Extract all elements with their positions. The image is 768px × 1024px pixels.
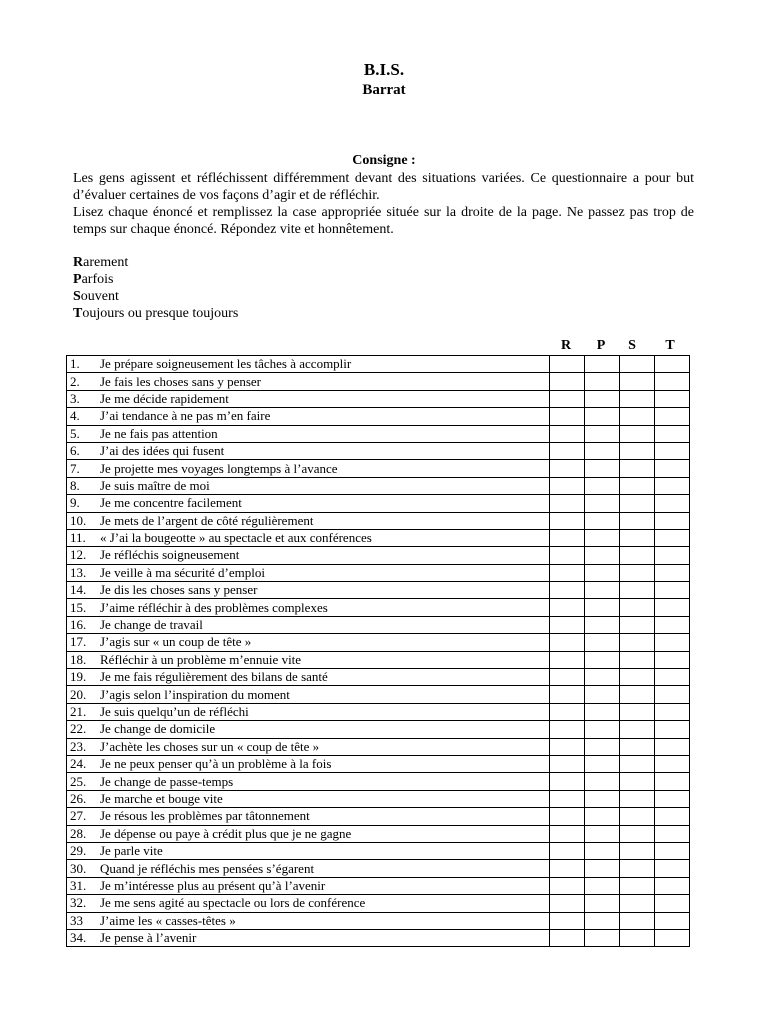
answer-box-r[interactable] [550,877,585,894]
answer-box-s[interactable] [620,773,655,790]
item-number: 6. [70,443,80,459]
item-statement-cell [67,408,550,425]
table-row [67,773,690,790]
table-row [67,738,690,755]
table-row [67,755,690,772]
answer-box-p[interactable] [585,616,620,633]
answer-box-r[interactable] [550,634,585,651]
item-number: 9. [70,495,80,511]
table-row [67,790,690,807]
answer-box-t[interactable] [655,373,690,390]
answer-box-p[interactable] [585,651,620,668]
scale-item-toujours: Toujours ou presque toujours [73,306,239,321]
column-header-t: T [665,338,675,353]
item-text: Je me fais régulièrement des bilans de santé [100,669,328,685]
item-text: Je dis les choses sans y penser [100,582,258,598]
item-text: Je prépare soigneusement les tâches à accomplir [100,356,352,372]
answer-box-p[interactable] [585,929,620,946]
document-subtitle: Barrat [362,82,406,98]
item-statement-cell [67,356,550,373]
table-row [67,912,690,929]
item-statement-cell [67,721,550,738]
item-statement-cell [67,877,550,894]
table-row [67,616,690,633]
answer-box-p[interactable] [585,755,620,772]
item-number: 13. [70,564,87,580]
item-text: Je mets de l’argent de côté régulièrement [100,512,314,528]
table-row [67,495,690,512]
answer-box-r[interactable] [550,599,585,616]
answer-box-t[interactable] [655,477,690,494]
table-row [67,564,690,581]
answer-box-r[interactable] [550,495,585,512]
answer-box-t[interactable] [655,686,690,703]
answer-box-r[interactable] [550,842,585,859]
item-number: 12. [70,547,87,563]
answer-box-r[interactable] [550,721,585,738]
answer-box-s[interactable] [620,860,655,877]
table-row [67,390,690,407]
answer-box-s[interactable] [620,408,655,425]
answer-box-r[interactable] [550,825,585,842]
answer-box-r[interactable] [550,616,585,633]
answer-box-s[interactable] [620,529,655,546]
answer-box-r[interactable] [550,390,585,407]
item-text: Je pense à l’avenir [100,930,197,946]
answer-box-t[interactable] [655,721,690,738]
answer-box-s[interactable] [620,356,655,373]
item-number: 11. [70,530,86,546]
item-statement-cell [67,512,550,529]
answer-box-s[interactable] [620,738,655,755]
item-number: 20. [70,686,87,702]
answer-box-r[interactable] [550,686,585,703]
item-number: 18. [70,651,87,667]
item-number: 3. [70,390,80,406]
answer-box-p[interactable] [585,408,620,425]
answer-box-t[interactable] [655,669,690,686]
answer-box-t[interactable] [655,564,690,581]
column-header-p: P [596,338,606,353]
item-statement-cell [67,669,550,686]
answer-box-p[interactable] [585,373,620,390]
item-number: 17. [70,634,87,650]
answer-box-r[interactable] [550,895,585,912]
answer-box-p[interactable] [585,825,620,842]
item-statement-cell [67,912,550,929]
table-row [67,408,690,425]
answer-box-p[interactable] [585,477,620,494]
table-row [67,860,690,877]
answer-box-r[interactable] [550,651,585,668]
table-row [67,842,690,859]
item-statement-cell [67,442,550,459]
table-row [67,686,690,703]
table-row [67,825,690,842]
answer-box-p[interactable] [585,912,620,929]
item-statement-cell [67,808,550,825]
item-number: 1. [70,356,80,372]
item-statement-cell [67,773,550,790]
item-text: Je change de travail [100,617,203,633]
answer-box-t[interactable] [655,547,690,564]
table-row [67,895,690,912]
answer-box-p[interactable] [585,721,620,738]
table-row [67,651,690,668]
item-text: Je change de domicile [100,721,216,737]
answer-box-p[interactable] [585,356,620,373]
item-number: 32. [70,895,87,911]
answer-box-p[interactable] [585,547,620,564]
answer-box-t[interactable] [655,599,690,616]
item-text: Je réfléchis soigneusement [100,547,240,563]
answer-box-p[interactable] [585,582,620,599]
table-row [67,529,690,546]
table-row [67,929,690,946]
item-statement-cell [67,842,550,859]
item-statement-cell [67,547,550,564]
item-statement-cell [67,703,550,720]
answer-box-p[interactable] [585,442,620,459]
answer-box-p[interactable] [585,495,620,512]
answer-box-s[interactable] [620,651,655,668]
item-statement-cell [67,738,550,755]
item-statement-cell [67,755,550,772]
scale-item-souvent: Souvent [73,289,119,304]
answer-box-t[interactable] [655,790,690,807]
item-text: Je ne peux penser qu’à un problème à la fois [100,756,332,772]
table-row [67,634,690,651]
answer-box-r[interactable] [550,425,585,442]
answer-box-p[interactable] [585,808,620,825]
item-number: 30. [70,860,87,876]
answer-box-p[interactable] [585,564,620,581]
item-text: Je suis maître de moi [100,477,210,493]
item-text: Je veille à ma sécurité d’emploi [100,564,265,580]
answer-box-t[interactable] [655,808,690,825]
item-number: 25. [70,773,87,789]
answer-box-t[interactable] [655,634,690,651]
document-title: B.I.S. [363,60,405,79]
item-number: 34. [70,930,87,946]
answer-box-p[interactable] [585,703,620,720]
answer-box-s[interactable] [620,634,655,651]
answer-box-r[interactable] [550,356,585,373]
item-text: Je me sens agité au spectacle ou lors de conférence [100,895,366,911]
item-text: Je ne fais pas attention [100,425,218,441]
item-text: J’agis selon l’inspiration du moment [100,686,290,702]
item-number: 4. [70,408,80,424]
item-number: 21. [70,704,87,719]
item-statement-cell [67,390,550,407]
answer-box-t[interactable] [655,877,690,894]
table-row [67,877,690,894]
item-text: J’achète les choses sur un « coup de tête » [100,738,320,754]
answer-box-p[interactable] [585,425,620,442]
answer-box-s[interactable] [620,877,655,894]
item-statement-cell [67,616,550,633]
answer-box-r[interactable] [550,912,585,929]
table-row [67,373,690,390]
column-header-s: S [628,338,636,353]
answer-box-s[interactable] [620,390,655,407]
answer-box-t[interactable] [655,651,690,668]
item-number: 26. [70,790,87,806]
table-row [67,703,690,720]
answer-box-p[interactable] [585,895,620,912]
table-row [67,425,690,442]
answer-box-p[interactable] [585,686,620,703]
questionnaire-table [66,355,690,947]
answer-box-r[interactable] [550,512,585,529]
answer-box-r[interactable] [550,808,585,825]
answer-box-p[interactable] [585,460,620,477]
item-statement-cell [67,686,550,703]
answer-box-r[interactable] [550,582,585,599]
answer-box-t[interactable] [655,390,690,407]
item-number: 5. [70,425,80,441]
answer-box-p[interactable] [585,877,620,894]
answer-box-r[interactable] [550,564,585,581]
item-number: 22. [70,721,87,737]
table-row [67,442,690,459]
answer-box-r[interactable] [550,460,585,477]
table-row [67,547,690,564]
answer-box-r[interactable] [550,529,585,546]
item-statement-cell [67,895,550,912]
answer-box-t[interactable] [655,842,690,859]
item-number: 7. [70,460,80,476]
item-number: 15. [70,599,87,615]
instructions-paragraph-2: Lisez chaque énoncé et remplissez la case appropriée située sur la droite de la page. Ne passez pas trop de temps sur chaque énoncé. Répondez vite et honnêtement. [73,205,694,237]
item-text: Je suis quelqu’un de réfléchi [100,704,249,719]
answer-box-s[interactable] [620,686,655,703]
answer-box-t[interactable] [655,512,690,529]
answer-box-s[interactable] [620,373,655,390]
answer-box-s[interactable] [620,599,655,616]
item-text: Je résous les problèmes par tâtonnement [100,808,310,824]
answer-box-s[interactable] [620,425,655,442]
answer-box-r[interactable] [550,547,585,564]
answer-box-t[interactable] [655,408,690,425]
answer-box-s[interactable] [620,564,655,581]
answer-box-s[interactable] [620,547,655,564]
answer-box-t[interactable] [655,895,690,912]
answer-box-r[interactable] [550,669,585,686]
item-statement-cell [67,495,550,512]
answer-box-p[interactable] [585,860,620,877]
table-row [67,582,690,599]
answer-box-r[interactable] [550,477,585,494]
answer-box-s[interactable] [620,616,655,633]
table-row [67,512,690,529]
item-text: J’agis sur « un coup de tête » [100,634,252,650]
item-number: 24. [70,756,87,772]
item-text: Je me concentre facilement [100,495,242,511]
item-text: Réfléchir à un problème m’ennuie vite [100,651,302,667]
table-row [67,669,690,686]
answer-box-s[interactable] [620,460,655,477]
answer-box-s[interactable] [620,790,655,807]
item-number: 29. [70,843,87,859]
item-statement-cell [67,582,550,599]
table-row [67,460,690,477]
column-header-r: R [560,338,572,353]
table-row [67,477,690,494]
item-number: 23. [70,738,87,754]
item-statement-cell [67,790,550,807]
item-statement-cell [67,373,550,390]
item-text: Je dépense ou paye à crédit plus que je ne gagne [100,825,352,841]
answer-box-s[interactable] [620,582,655,599]
item-statement-cell [67,460,550,477]
answer-box-p[interactable] [585,390,620,407]
item-number: 27. [70,808,87,824]
answer-box-r[interactable] [550,773,585,790]
table-row [67,599,690,616]
table-row [67,721,690,738]
answer-box-s[interactable] [620,808,655,825]
answer-box-t[interactable] [655,755,690,772]
scale-item-rarement: Rarement [73,255,129,270]
answer-box-s[interactable] [620,495,655,512]
answer-box-s[interactable] [620,669,655,686]
item-text: « J’ai la bougeotte » au spectacle et aux conférences [100,530,372,546]
answer-box-s[interactable] [620,895,655,912]
answer-box-r[interactable] [550,755,585,772]
answer-box-s[interactable] [620,442,655,459]
item-text: Je marche et bouge vite [100,790,223,806]
item-statement-cell [67,860,550,877]
item-text: Je parle vite [100,843,163,859]
answer-box-t[interactable] [655,442,690,459]
answer-box-r[interactable] [550,790,585,807]
answer-box-r[interactable] [550,408,585,425]
item-text: Je m’intéresse plus au présent qu’à l’avenir [100,877,326,893]
item-text: J’aime réfléchir à des problèmes complexes [100,599,328,615]
item-statement-cell [67,929,550,946]
item-number: 19. [70,669,87,685]
answer-box-s[interactable] [620,929,655,946]
answer-box-s[interactable] [620,721,655,738]
answer-box-s[interactable] [620,512,655,529]
item-number: 2. [70,373,80,389]
item-text: Je projette mes voyages longtemps à l’avance [100,460,338,476]
item-number: 14. [70,582,87,598]
answer-box-t[interactable] [655,929,690,946]
answer-box-t[interactable] [655,738,690,755]
instructions-heading: Consigne : [352,153,416,168]
answer-box-r[interactable] [550,703,585,720]
item-statement-cell [67,564,550,581]
answer-box-t[interactable] [655,460,690,477]
answer-box-s[interactable] [620,842,655,859]
answer-box-p[interactable] [585,634,620,651]
answer-box-t[interactable] [655,616,690,633]
item-text: J’aime les « casses-têtes » [100,912,236,928]
answer-box-r[interactable] [550,738,585,755]
answer-box-t[interactable] [655,825,690,842]
item-text: Je change de passe-temps [100,773,234,789]
item-statement-cell [67,529,550,546]
item-statement-cell [67,651,550,668]
answer-box-s[interactable] [620,912,655,929]
answer-box-p[interactable] [585,599,620,616]
answer-box-p[interactable] [585,773,620,790]
answer-box-s[interactable] [620,703,655,720]
answer-box-t[interactable] [655,773,690,790]
item-text: Je fais les choses sans y penser [100,373,262,389]
answer-box-t[interactable] [655,425,690,442]
table-row [67,808,690,825]
answer-box-r[interactable] [550,373,585,390]
answer-box-t[interactable] [655,529,690,546]
answer-box-p[interactable] [585,529,620,546]
answer-box-s[interactable] [620,477,655,494]
answer-box-p[interactable] [585,512,620,529]
item-text: J’ai tendance à ne pas m’en faire [100,408,271,424]
item-statement-cell [67,599,550,616]
item-statement-cell [67,477,550,494]
answer-box-r[interactable] [550,442,585,459]
instructions-paragraph-1: Les gens agissent et réfléchissent différemment devant des situations variées. Ce questionnaire a pour but d’évaluer certaines de vos façons d’agir et de réfléchir. [73,171,694,203]
answer-box-t[interactable] [655,495,690,512]
item-statement-cell [67,825,550,842]
answer-box-p[interactable] [585,790,620,807]
answer-box-p[interactable] [585,842,620,859]
item-number: 28. [70,825,87,841]
item-number: 31. [70,877,87,893]
answer-box-t[interactable] [655,860,690,877]
item-statement-cell [67,425,550,442]
response-scale-legend [73,254,238,322]
answer-box-t[interactable] [655,356,690,373]
scale-item-parfois: Parfois [73,272,114,287]
item-number: 16. [70,617,87,633]
answer-box-s[interactable] [620,825,655,842]
answer-box-t[interactable] [655,582,690,599]
item-text: J’ai des idées qui fusent [100,443,225,459]
answer-box-p[interactable] [585,738,620,755]
answer-box-p[interactable] [585,669,620,686]
answer-box-r[interactable] [550,860,585,877]
item-text: Je me décide rapidement [100,390,229,406]
item-number: 8. [70,477,80,493]
item-text: Quand je réfléchis mes pensées s’égarent [100,860,315,876]
answer-box-s[interactable] [620,755,655,772]
item-number: 33 [70,912,83,928]
answer-box-t[interactable] [655,703,690,720]
answer-box-r[interactable] [550,929,585,946]
item-statement-cell [67,634,550,651]
table-row [67,356,690,373]
answer-box-t[interactable] [655,912,690,929]
item-number: 10. [70,512,87,528]
